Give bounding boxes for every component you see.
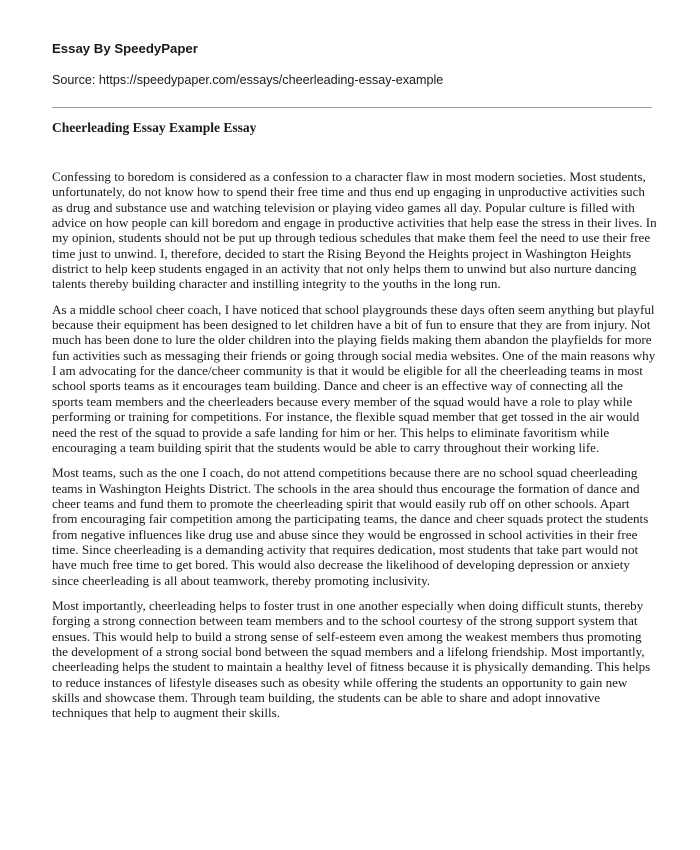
essay-paragraph: Most importantly, cheerleading helps to foster trust in one another especially when doing difficult stunts, thereby forging a strong connection between team members and to the school courtesy of the strong support system that ensues. This would help to build a strong sense of self-esteem even among the weakest members thus promoting the development of a strong social bond between the squad members and a lifelong friendship. Most importantly, cheerleading helps the student to maintain a healthy level of fitness because it is physically demanding. This helps to reduce instances of lifestyle diseases such as obesity while offering the students an opportunity to gain new skills and showcase them. Through team building, the students can be able to share and adopt innovative techniques that help to augment their skills.: [52, 597, 651, 721]
essay-paragraph: Most teams, such as the one I coach, do not attend competitions because there are no school squad cheerleading teams in Washington Heights District. The schools in the area should thus encourage the formation of dance and cheer teams and fund them to promote the cheerleading spirit that would easily rub off on other schools. Apart from encouraging fair competition among the participating teams, the dance and cheer squads protect the students from negative influences like drug use and abuse since they would be engrossed in school activities in their free time. Since cheerleading is a demanding activity that requires dedication, most students that take part would not have much free time to get bored. This would also decrease the likelihood of developing depression or anxiety since cheerleading is all about teamwork, thereby promoting inclusivity.: [52, 465, 649, 588]
essay-body: [52, 169, 657, 731]
source-line: Source: https://speedypaper.com/essays/cheerleading-essay-example: [52, 73, 444, 87]
essay-paragraph: Confessing to boredom is considered as a confession to a character flaw in most modern societies. Most students, unfortunately, do not know how to spend their free time and thus end up engaging in unproductive activities such as drug and substance use and watching television or playing video games all day. Popular culture is filled with advice on how people can kill boredom and engage in productive activities that help ease the stress in their lives. In my opinion, students should not be put up through tedious schedules that make them feel the need to use their free time just to unwind. I, therefore, decided to start the Rising Beyond the Heights project in Washington Heights district to help keep students engaged in an activity that not only helps them to unwind but also nurture dancing talents thereby building character and instilling integrity to the youths in the long run.: [52, 169, 657, 292]
document-header: [52, 40, 652, 89]
header-divider: [52, 107, 652, 108]
essay-title: Cheerleading Essay Example Essay: [52, 120, 257, 135]
header-title: Essay By SpeedyPaper: [52, 41, 198, 56]
essay-paragraph: As a middle school cheer coach, I have noticed that school playgrounds these days often seem anything but playful because their equipment has been designed to let children have a bit of fun to ensure that they are from injury. Not much has been done to lure the older children into the playing fields making them abandon the playfields for more fun activities such as messaging their friends or going through social media websites. One of the main reasons why I am advocating for the dance/cheer community is that it would be eligible for all the cheerleading teams in most school sports teams as it encourages team building. Dance and cheer is an effective way of connecting all the sports team members and the cheerleaders because every member of the squad would have a role to play while performing or training for competitions. For instance, the flexible squad member that get tossed in the air would need the rest of the squad to provide a safe landing for him or her. This helps to eliminate favoritism while encouraging a team building spirit that the students would be able to carry throughout their working life.: [52, 301, 656, 455]
